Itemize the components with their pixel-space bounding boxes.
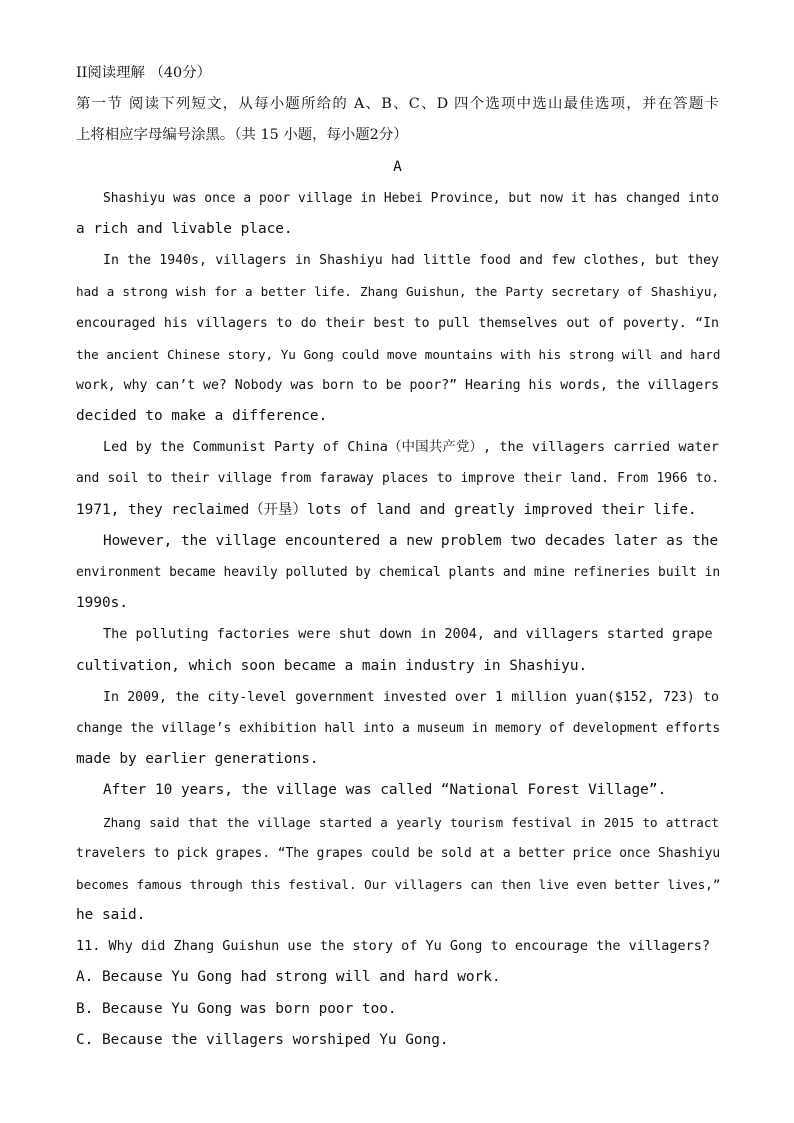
passage-line: decided to make a difference.	[76, 408, 328, 425]
option-a[interactable]: A. Because Yu Gong had strong will and hard work.	[76, 969, 501, 986]
passage-line: In 2009, the city-level government invested over 1 million yuan($152, 723) to	[103, 689, 719, 705]
passage-line: change the village’s exhibition hall into a museum in memory of development efforts	[76, 720, 721, 736]
passage-body	[76, 183, 719, 932]
passage-line: After 10 years, the village was called “National Forest Village”.	[103, 782, 667, 799]
passage-line: made by earlier generations.	[76, 751, 319, 768]
instruction-line-1: 第一节 阅读下列短文，从每小题所给的 A、B、C、D 四个选项中选山最佳选项，并在答题卡	[76, 96, 719, 113]
option-c[interactable]: C. Because the villagers worshiped Yu Gong.	[76, 1031, 449, 1048]
passage-line: However, the village encountered a new problem two decades later as the	[103, 532, 719, 549]
passage-line: Led by the Communist Party of China（中国共产党）, the villagers carried water	[103, 439, 719, 456]
passage-line: cultivation, which soon became a main industry in Shashiyu.	[76, 657, 588, 674]
exam-page	[76, 58, 719, 1056]
passage-line: In the 1940s, villagers in Shashiyu had little food and few clothes, but they	[103, 253, 719, 269]
passage-line: Zhang said that the village started a yearly tourism festival in 2015 to attract	[103, 814, 719, 830]
passage-line: he said.	[76, 907, 146, 924]
passage-line: a rich and livable place.	[76, 220, 293, 237]
question-block	[76, 931, 719, 1056]
passage-line: the ancient Chinese story, Yu Gong could move mountains with his strong will and hard	[76, 346, 721, 362]
passage-line: travelers to pick grapes. “The grapes could be sold at a better price once Shashiyu	[76, 845, 721, 861]
passage-line: had a strong wish for a better life. Zhang Guishun, the Party secretary of Shashiyu,	[76, 284, 719, 300]
passage-line: Shashiyu was once a poor village in Hebei Province, but now it has changed into	[103, 190, 719, 206]
question-stem: 11. Why did Zhang Guishun use the story of Yu Gong to encourage the villagers?	[76, 938, 710, 955]
option-b[interactable]: B. Because Yu Gong was born poor too.	[76, 1000, 397, 1017]
passage-label: A	[393, 158, 402, 175]
passage-line: work, why can’t we? Nobody was born to be poor?” Hearing his words, the villagers	[76, 377, 720, 393]
passage-line: and soil to their village from faraway places to improve their land. From 1966 to.	[76, 471, 719, 487]
section-heading: II阅读理解 （40分）	[76, 65, 211, 81]
passage-line: 1990s.	[76, 595, 128, 612]
passage-line: The polluting factories were shut down in 2004, and villagers started grape	[103, 626, 713, 643]
passage-line: 1971, they reclaimed（开垦）lots of land and greatly improved their life.	[76, 501, 697, 518]
passage-line: becomes famous through this festival. Our villagers can then live even better lives,”	[76, 876, 721, 892]
instruction-line-2: 上将相应字母编号涂黑。（共 15 小题，每小题2分）	[76, 127, 408, 144]
passage-line: encouraged his villagers to do their best to pull themselves out of poverty. “In	[76, 315, 719, 331]
passage-line: environment became heavily polluted by chemical plants and mine refineries built in	[76, 565, 721, 580]
